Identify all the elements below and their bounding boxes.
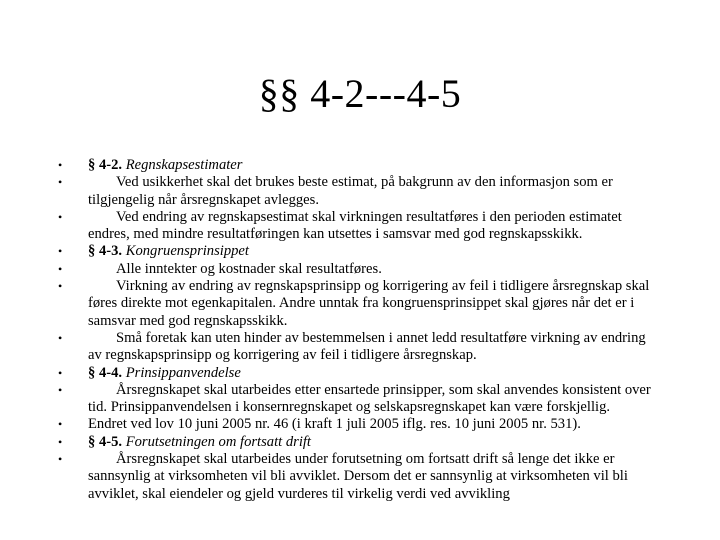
section-title: Kongruensprinsippet — [125, 243, 249, 260]
list-item — [58, 261, 658, 278]
bullet-list — [58, 157, 658, 503]
slide-title: §§ 4-2---4-5 — [258, 71, 462, 116]
amendment-note — [58, 416, 658, 433]
paragraph-text: • Ved usikkerhet skal det brukes beste estimat, på bakgrunn av den informasjon som er tilgjengelig når årsregnskapet avlegges. — [88, 174, 613, 208]
list-item — [58, 382, 658, 417]
paragraph-text: • Årsregnskapet skal utarbeides etter ensartede prinsipper, som skal anvendes konsistent over tid. Prinsippanvendelsen i konsernregnskapet og selskapsregnskapet kan være forskjellig. — [88, 381, 651, 416]
paragraph-text: • Årsregnskapet skal utarbeides under forutsetning om fortsatt drift så lenge det ikke er sannsynlig at virksomheten vil bli avviklet. Dersom det er sannsynlig at virksomheten vil bli avviklet, skal eiendeler og gjeld vurderes til virkelig verdi ved avvikling — [88, 451, 628, 502]
note-text: • Endret ved lov 10 juni 2005 nr. 46 (i kraft 1 juli 2005 iflg. res. 10 juni 2005 nr. 531). — [88, 416, 581, 433]
paragraph-text: • Alle inntekter og kostnader skal resultatføres. — [116, 260, 382, 277]
section-number: § 4-5. — [88, 433, 123, 450]
list-item — [58, 209, 658, 244]
paragraph-text: • Virkning av endring av regnskapsprinsipp og korrigering av feil i tidligere årsregnskap skal føres direkte mot egenkapitalen. Andre unntak fra kongruensprinsippet skal gjøres når det er i samsvar med god regnskapsskikk. — [88, 278, 650, 329]
section-title: Prinsippanvendelse — [125, 364, 241, 381]
section-heading-4-2 — [58, 157, 658, 174]
paragraph-text: • Små foretak kan uten hinder av bestemmelsen i annet ledd resultatføre virkning av endring av regnskapsprinsipp og korrigering av feil i tidligere årsregnskap. — [88, 329, 646, 364]
section-title: Forutsetningen om fortsatt drift — [125, 433, 311, 450]
section-heading-4-3 — [58, 243, 658, 260]
section-heading-4-4 — [58, 365, 658, 382]
section-number: § 4-3. — [88, 243, 123, 260]
list-item — [58, 174, 658, 209]
list-item — [58, 278, 658, 330]
section-number: § 4-2. — [88, 157, 123, 173]
list-item — [58, 451, 658, 503]
section-heading-4-5 — [58, 434, 658, 451]
paragraph-text: • Ved endring av regnskapsestimat skal virkningen resultatføres i den perioden estimatet endres, med mindre resultatføringen kan utsettes i samsvar med god regnskapsskikk. — [88, 208, 622, 243]
section-number: § 4-4. — [88, 364, 123, 381]
section-title: Regnskapsestimater — [125, 157, 243, 173]
list-item — [58, 330, 658, 365]
